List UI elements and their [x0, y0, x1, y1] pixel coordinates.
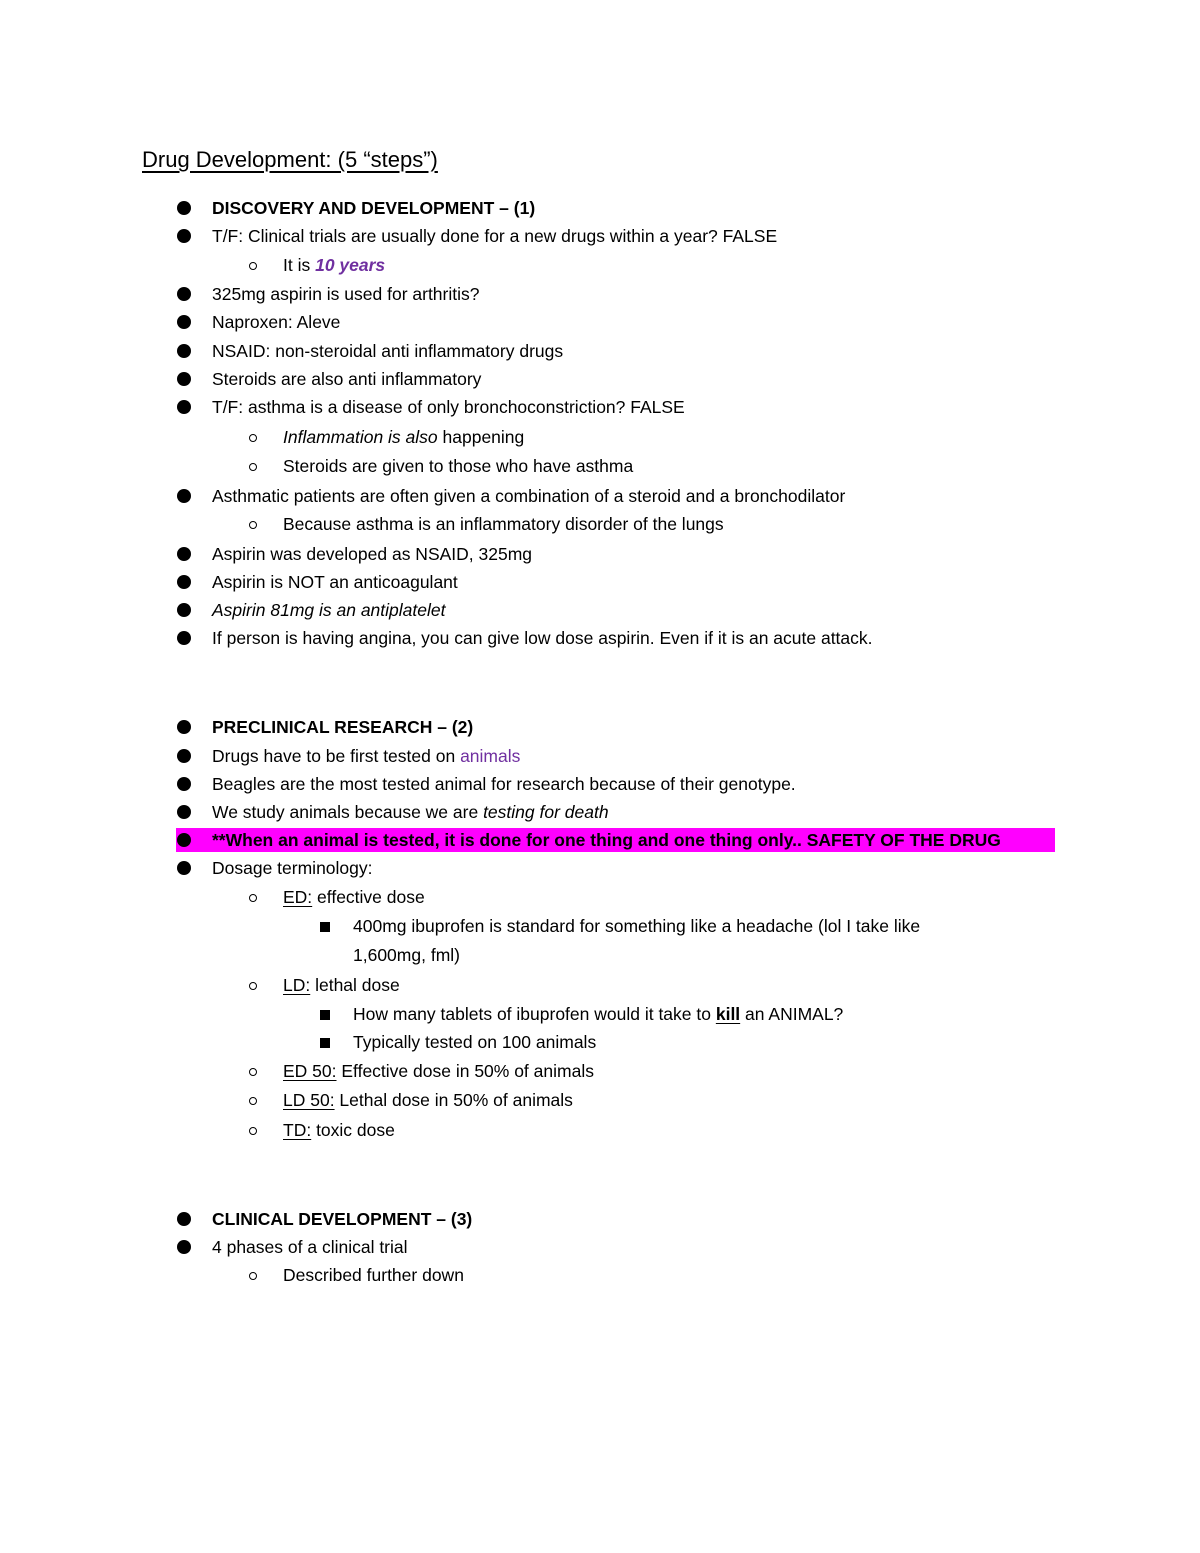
- bullet-dot-icon: [177, 720, 191, 734]
- bullet-dot-icon: [177, 603, 191, 617]
- bullet-dot-icon: [177, 575, 191, 589]
- list-item: Aspirin was developed as NSAID, 325mg: [212, 540, 532, 568]
- list-item: Aspirin 81mg is an antiplatelet: [212, 596, 445, 624]
- bullet-circle-icon: [249, 262, 257, 270]
- bullet-dot-icon: [177, 372, 191, 386]
- bullet-circle-icon: [249, 1068, 257, 1076]
- list-subitem: ED: effective dose: [283, 883, 425, 911]
- highlighted-list-item: **When an animal is tested, it is done for one thing and one thing only.. SAFETY OF THE DRUG: [0, 826, 1200, 854]
- list-subitem: Inflammation is also happening: [283, 423, 524, 451]
- list-subitem: Described further down: [283, 1261, 464, 1289]
- list-item: Aspirin is NOT an anticoagulant: [212, 568, 458, 596]
- list-subitem: It is 10 years: [283, 251, 385, 279]
- bullet-dot-icon: [177, 631, 191, 645]
- bullet-dot-icon: [177, 229, 191, 243]
- bullet-dot-icon: [177, 489, 191, 503]
- list-subitem: LD: lethal dose: [283, 971, 400, 999]
- bullet-dot-icon: [177, 805, 191, 819]
- list-subitem: ED 50: Effective dose in 50% of animals: [283, 1057, 594, 1085]
- list-item: We study animals because we are testing for death: [212, 798, 609, 826]
- bullet-circle-icon: [249, 1097, 257, 1105]
- bullet-circle-icon: [249, 463, 257, 471]
- bullet-square-icon: [320, 922, 330, 932]
- list-subsubitem: Typically tested on 100 animals: [353, 1028, 596, 1056]
- bullet-circle-icon: [249, 1272, 257, 1280]
- list-subitem: LD 50: Lethal dose in 50% of animals: [283, 1086, 573, 1114]
- bullet-dot-icon: [177, 315, 191, 329]
- bullet-circle-icon: [249, 894, 257, 902]
- list-subsubitem: How many tablets of ibuprofen would it take to kill an ANIMAL?: [353, 1000, 843, 1028]
- section-heading-discovery: DISCOVERY AND DEVELOPMENT – (1): [212, 194, 535, 222]
- list-subsubitem-continued: 1,600mg, fml): [353, 945, 460, 965]
- bullet-circle-icon: [249, 1127, 257, 1135]
- bullet-dot-icon: [177, 777, 191, 791]
- list-item: Dosage terminology:: [212, 854, 373, 882]
- list-item: T/F: Clinical trials are usually done for a new drugs within a year? FALSE: [212, 222, 777, 250]
- bullet-square-icon: [320, 1038, 330, 1048]
- bullet-dot-icon: [177, 861, 191, 875]
- bullet-dot-icon: [177, 201, 191, 215]
- section-heading-preclinical: PRECLINICAL RESEARCH – (2): [212, 713, 473, 741]
- list-item: NSAID: non-steroidal anti inflammatory drugs: [212, 337, 563, 365]
- bullet-square-icon: [320, 1010, 330, 1020]
- list-item: T/F: asthma is a disease of only bronchoconstriction? FALSE: [212, 393, 685, 421]
- bullet-dot-icon: [177, 1212, 191, 1226]
- list-item: Asthmatic patients are often given a combination of a steroid and a bronchodilator: [212, 482, 845, 510]
- list-item: If person is having angina, you can give low dose aspirin. Even if it is an acute attack.: [212, 624, 873, 652]
- list-item: 325mg aspirin is used for arthritis?: [212, 280, 479, 308]
- list-item: Steroids are also anti inflammatory: [212, 365, 481, 393]
- bullet-dot-icon: [177, 1240, 191, 1254]
- list-subitem: TD: toxic dose: [283, 1116, 395, 1144]
- animals-emphasis: animals: [460, 746, 521, 766]
- list-subitem: Steroids are given to those who have asthma: [283, 452, 633, 480]
- bullet-dot-icon: [177, 547, 191, 561]
- bullet-dot-icon: [177, 400, 191, 414]
- bullet-dot-icon: [177, 833, 191, 847]
- list-item: Naproxen: Aleve: [212, 308, 340, 336]
- list-subitem: Because asthma is an inflammatory disorder of the lungs: [283, 510, 724, 538]
- list-item: 4 phases of a clinical trial: [212, 1233, 408, 1261]
- ten-years-emphasis: 10 years: [315, 255, 386, 275]
- bullet-circle-icon: [249, 434, 257, 442]
- bullet-dot-icon: [177, 344, 191, 358]
- list-subsubitem: 400mg ibuprofen is standard for something like a headache (lol I take like: [353, 912, 920, 940]
- bullet-dot-icon: [177, 287, 191, 301]
- section-heading-clinical: CLINICAL DEVELOPMENT – (3): [212, 1205, 472, 1233]
- bullet-circle-icon: [249, 982, 257, 990]
- page-title: Drug Development: (5 “steps”): [142, 147, 438, 172]
- bullet-circle-icon: [249, 521, 257, 529]
- list-item: Drugs have to be first tested on animals: [212, 742, 520, 770]
- bullet-dot-icon: [177, 749, 191, 763]
- list-item: Beagles are the most tested animal for research because of their genotype.: [212, 770, 796, 798]
